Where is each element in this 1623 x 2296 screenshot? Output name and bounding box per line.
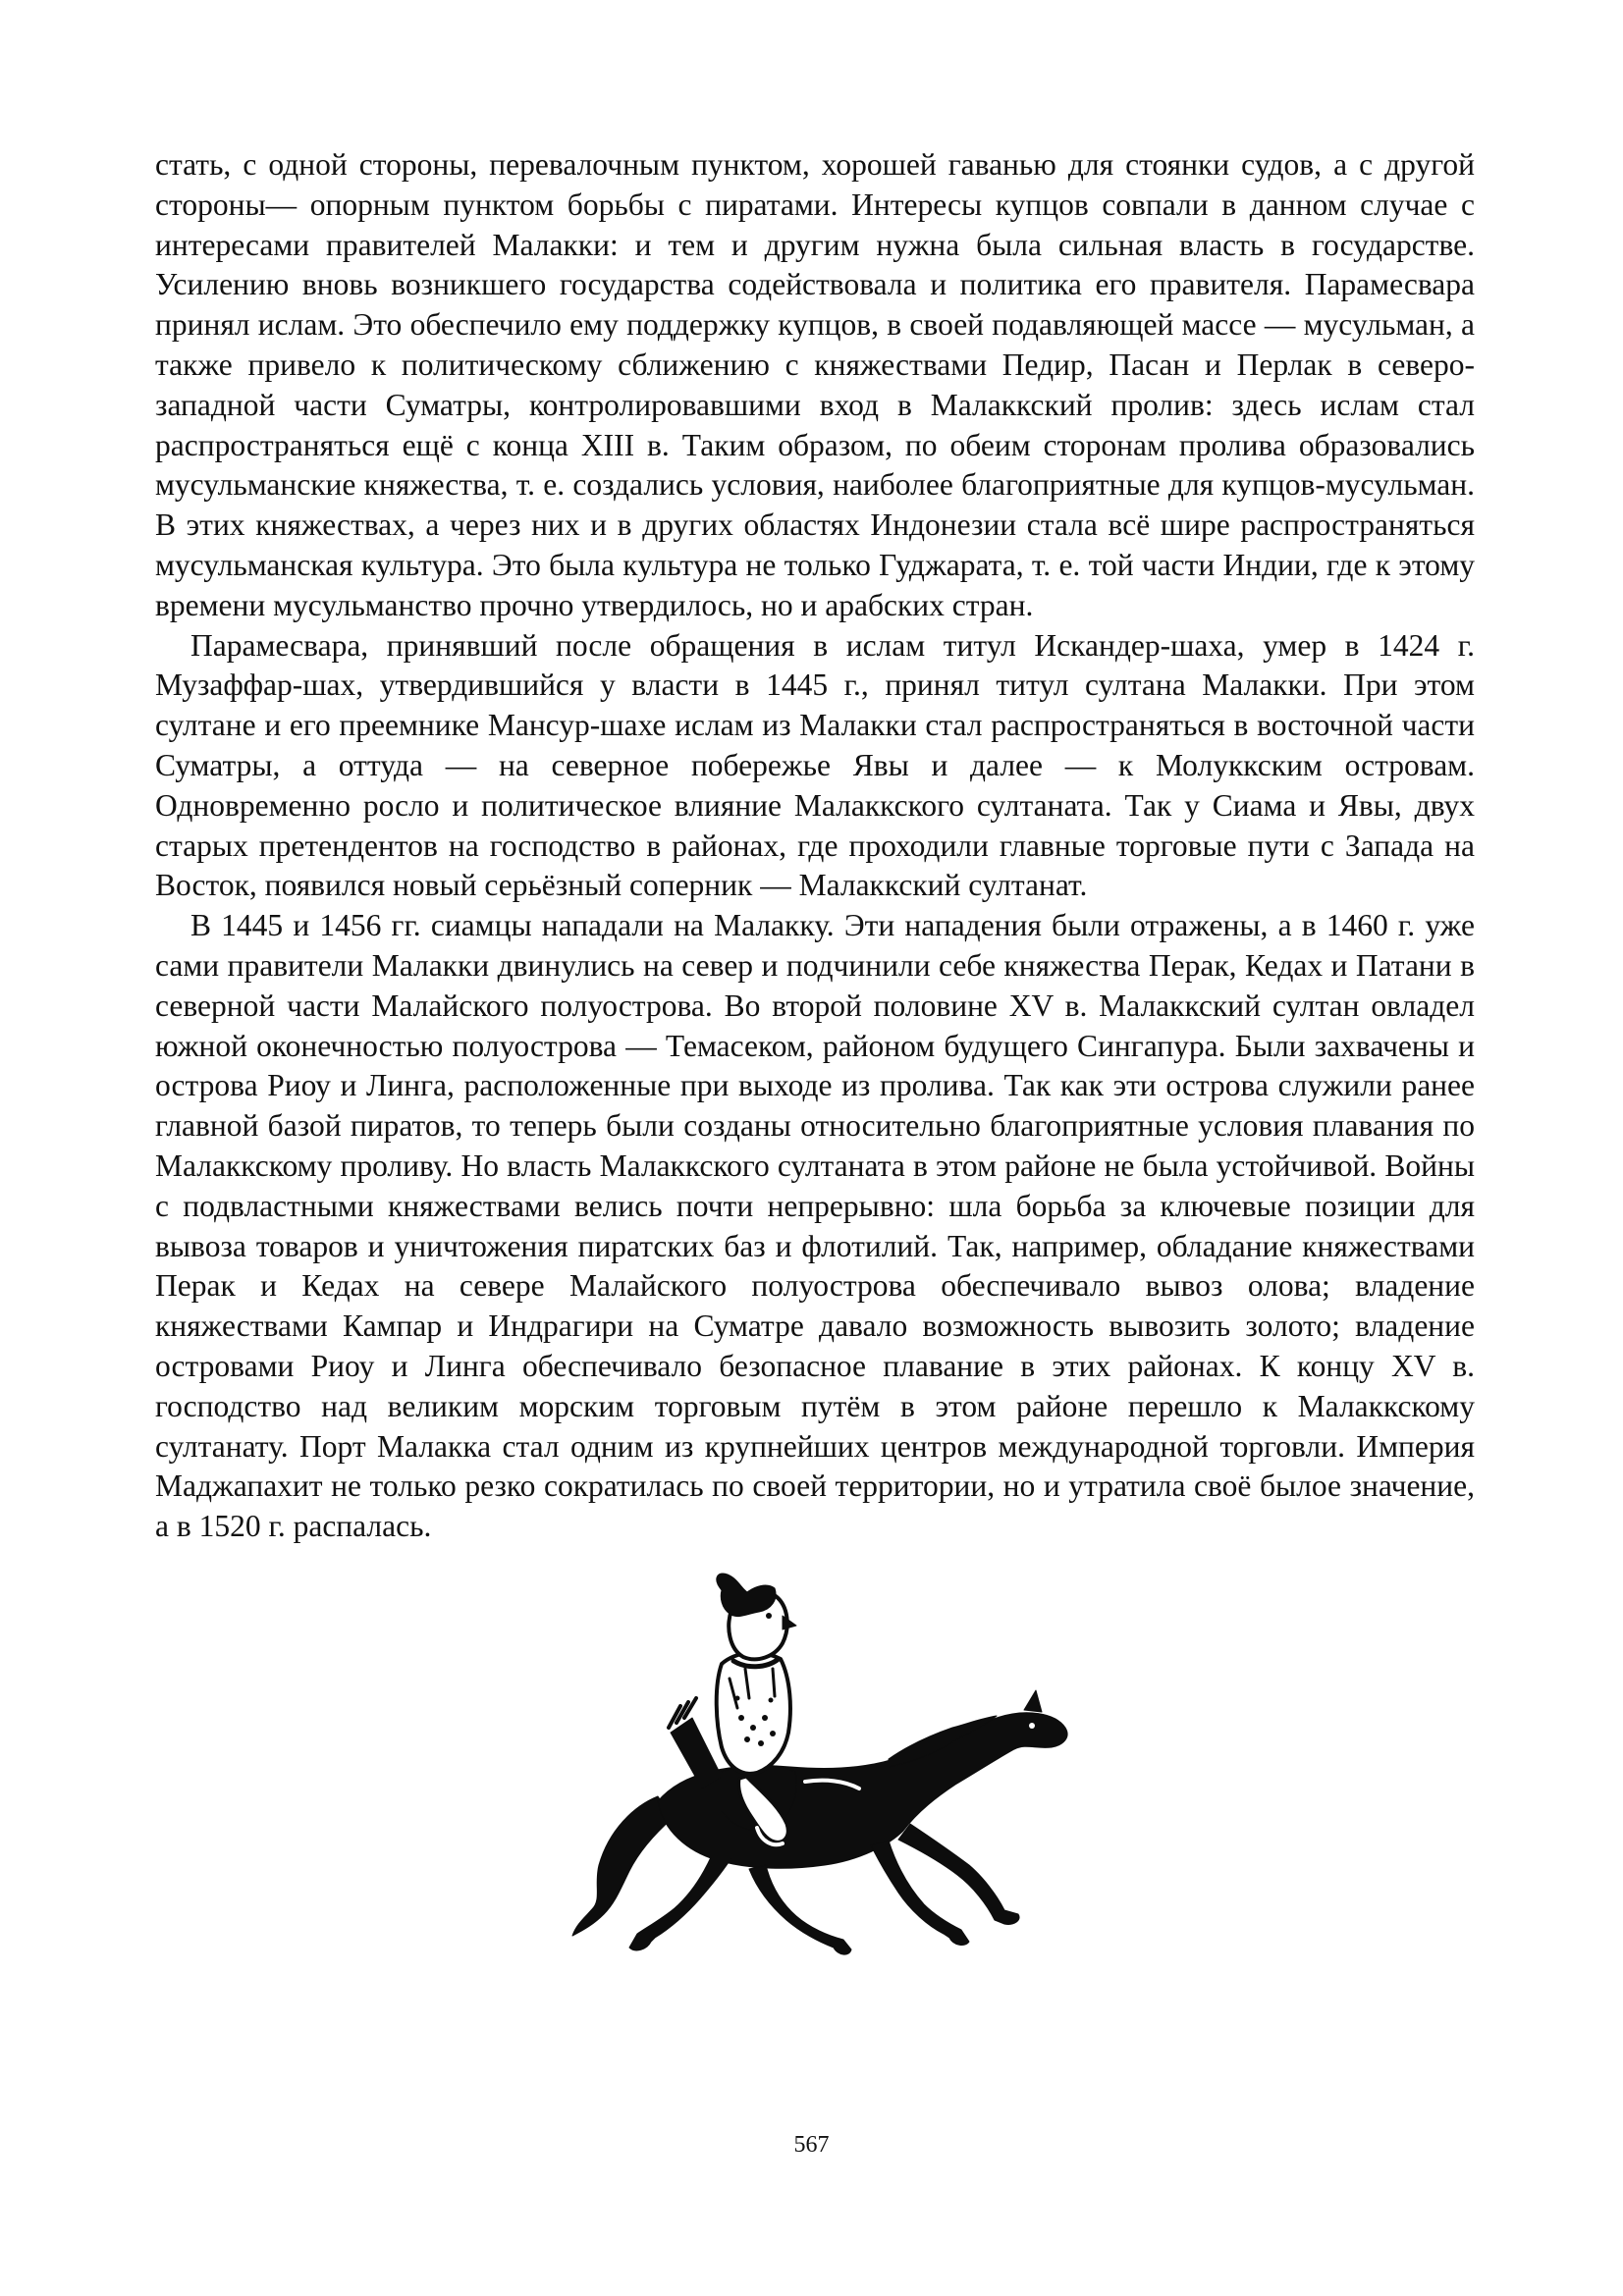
horse-hind-leg-right — [629, 1855, 733, 1950]
horse-hind-leg-left — [749, 1865, 851, 1954]
text-body — [155, 145, 1475, 1547]
horse-tail — [572, 1796, 673, 1936]
horse-eye — [1029, 1723, 1035, 1729]
paragraph-paramesvara: Парамесвара, принявший после обращения в ислам титул Искандер-шаха, умер в 1424 г. Музаффар-шах, утвердившийся у власти в 1445 г., принял титул султана Малакки. При этом султане и его преемнике Мансур-шахе ислам из Малакки стал распространяться в восточной части Суматры, а оттуда — на северное побережье Явы и далее — к Молуккским островам. Одновременно росло и политическое влияние Малаккского султаната. Так у Сиама и Явы, двух старых претендентов на господство в районах, где проходили главные торговые пути с Запада на Восток, появился новый серьёзный соперник — Малаккский султанат. — [155, 627, 1475, 903]
horse-ear — [1024, 1690, 1042, 1712]
rider-torso — [717, 1653, 790, 1774]
paragraph-siam-attacks: В 1445 и 1456 гг. сиамцы нападали на Малакку. Эти нападения были отражены, а в 1460 г. уже сами правители Малакки двинулись на север и подчинили себе княжества Перак, Кедах и Патани в северной части Малайского полуострова. Во второй половине XV в. Малаккский султан овладел южной оконечностью полуострова — Темасеком, районом будущего Сингапура. Были захвачены и острова Риоу и Линга, расположенные при выходе из пролива. Так как эти острова служили ранее главной базой пиратов, то теперь были созданы относительно благоприятные условия плавания по Малаккскому проливу. Но власть Малаккского султаната в этом районе не была устойчивой. Войны с подвластными княжествами велись почти непрерывно: шла борьба за ключевые позиции для вывоза товаров и уничтожения пиратских баз и флотилий. Так, например, обладание княжествами Перак и Кедах на севере Малайского полуострова обеспечивало вывоз олова; владение княжествами Кампар и Индрагири на Суматре давало возможность вывозить золото; владение островами Риоу и Линга обеспечивало безопасное плавание в этих районах. К концу XV в. господство над великим морским торговым путём в этом районе перешло к Малаккскому султанату. Порт Малакка стал одним из крупнейших центров международной торговли. Империя Маджапахит не только резко сократилась по своей территории, но и утратила своё былое значение, а в 1520 г. распалась. — [155, 908, 1475, 1544]
rider-nose — [783, 1616, 796, 1629]
paragraph-continuation: стать, с одной стороны, перевалочным пунктом, хорошей гаванью для стоянки судов, а с другой стороны— опорным пунктом борьбы с пиратами. Интересы купцов совпали в данном случае с интересами правителей Малакки: и тем и другим нужна была сильная власть в государстве. Усилению вновь возникшего государства содействовала и политика его правителя. Парамесвара принял ислам. Это обеспечило ему поддержку купцов, в своей подавляющей массе — мусульман, а также привело к политическому сближению с княжествами Педир, Пасан и Перлак в северо-западной части Суматры, контролировавшими вход в Малаккский пролив: здесь ислам стал распространяться ещё с конца XIII в. Таким образом, по обеим сторонам пролива образовались мусульманские княжества, т. е. создались условия, наиболее благоприятные для купцов-мусульман. В этих княжествах, а через них и в других областях Индонезии стала всё шире распространяться мусульманская культура. Это была культура не только Гуджарата, т. е. той части Индии, где к этому времени мусульманство прочно утвердилось, но и арабских стран. — [155, 147, 1475, 622]
page-number: 567 — [793, 2132, 830, 2158]
rider-on-horse-illustration — [565, 1571, 1075, 1983]
rider-eye — [766, 1613, 772, 1619]
quiver — [671, 1718, 722, 1789]
